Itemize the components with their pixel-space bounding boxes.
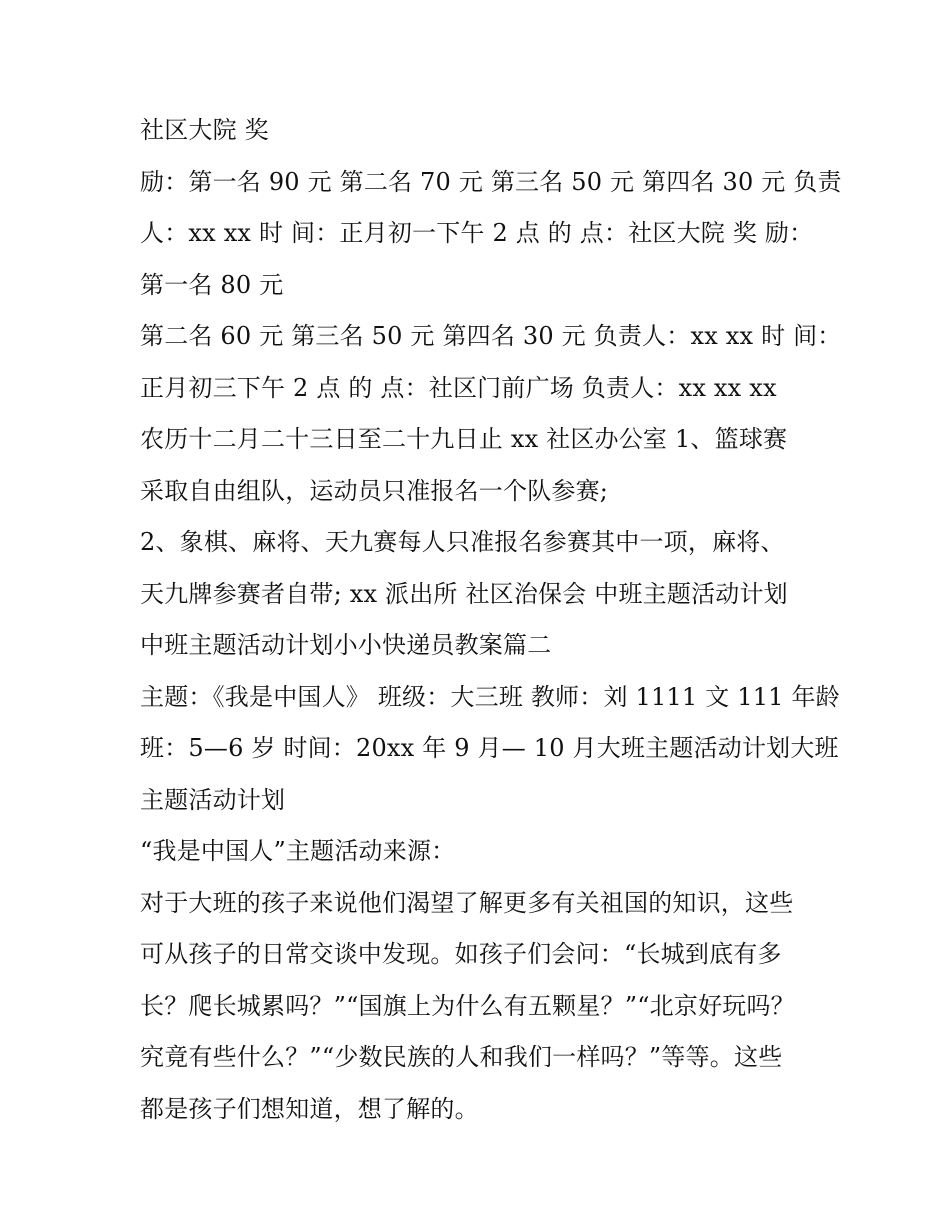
text-line: 班：5—6 岁 时间：20xx 年 9 月— 10 月大班主题活动计划大班 xyxy=(140,734,839,762)
text-line: 可从孩子的日常交谈中发现。如孩子们会问：“长城到底有多 xyxy=(140,940,782,968)
text-line: 正月初三下午 2 点 的 点：社区门前广场 负责人：xx xx xx xyxy=(140,373,777,402)
text-line: 第一名 80 元 xyxy=(140,270,284,299)
text-line: 究竟有些什么？”“少数民族的人和我们一样吗？”等等。这些 xyxy=(140,1043,783,1071)
text-line: 励：第一名 90 元 第二名 70 元 第三名 50 元 第四名 30 元 负责 xyxy=(140,167,842,196)
body-text xyxy=(140,108,840,1138)
text-line: 长？爬长城累吗？”“国旗上为什么有五颗星？”“北京好玩吗？ xyxy=(140,991,795,1020)
text-line: 天九牌参赛者自带; xx 派出所 社区治保会 中班主题活动计划 xyxy=(140,579,788,608)
text-line: 主题：《我是中国人》 班级：大三班 教师：刘 1111 文 111 年龄 xyxy=(140,682,840,711)
text-line: 第二名 60 元 第三名 50 元 第四名 30 元 负责人：xx xx 时 间： xyxy=(140,322,842,350)
text-line: 都是孩子们想知道，想了解的。 xyxy=(140,1094,479,1123)
text-line: 采取自由组队，运动员只准报名一个队参赛; xyxy=(140,476,609,505)
text-line: 社区大院 奖 xyxy=(140,116,269,144)
text-line: 对于大班的孩子来说他们渴望了解更多有关祖国的知识，这些 xyxy=(140,888,794,917)
text-line: “我是中国人”主题活动来源： xyxy=(140,837,456,865)
text-line: 2、象棋、麻将、天九赛每人只准报名参赛其中一项，麻将、 xyxy=(140,528,785,556)
text-line: 农历十二月二十三日至二十九日止 xx 社区办公室 1、篮球赛 xyxy=(140,425,788,453)
text-line: 主题活动计划 xyxy=(140,785,286,814)
text-line: 中班主题活动计划小小快递员教案篇二 xyxy=(140,631,552,659)
text-line: 人：xx xx 时 间：正月初一下午 2 点 的 点：社区大院 奖 励： xyxy=(140,219,814,247)
